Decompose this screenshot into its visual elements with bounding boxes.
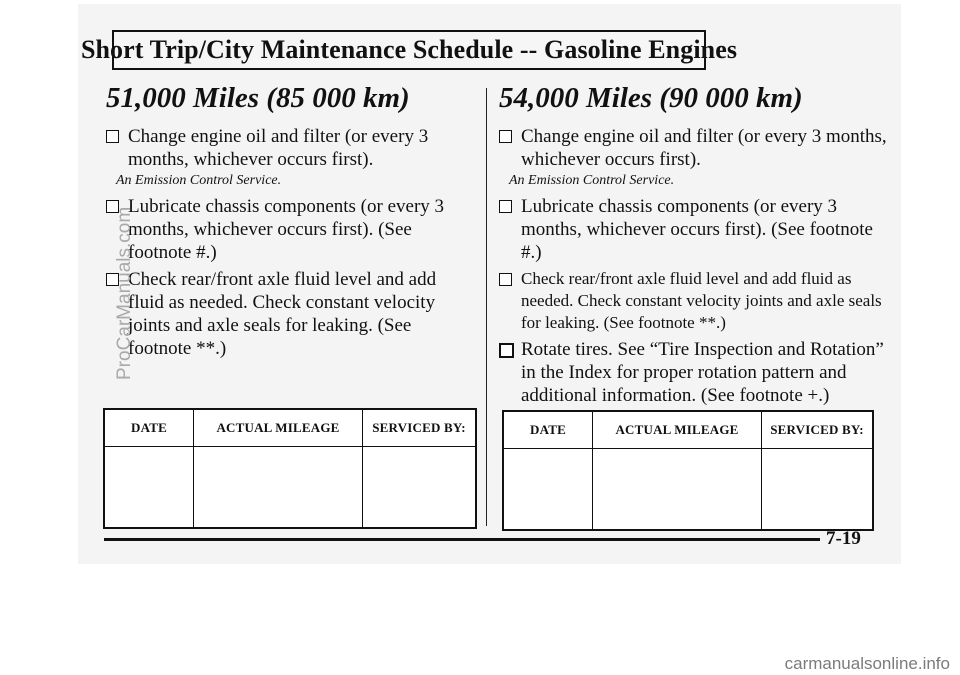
serviced-by-cell[interactable] — [363, 447, 477, 529]
right-item-oil — [497, 125, 887, 171]
left-item-axle — [104, 268, 476, 360]
table-header-serviced-by: SERVICED BY: — [762, 411, 874, 449]
checkbox-icon[interactable] — [499, 343, 514, 358]
footer-rule — [104, 538, 820, 541]
left-section-title: 51,000 Miles (85 000 km) — [106, 82, 410, 114]
left-item-lubricate-text: Lubricate chassis components (or every 3 months, whichever occurs first). (See footnote #.) — [128, 196, 445, 263]
schedule-title: Short Trip/City Maintenance Schedule -- Gasoline Engines — [80, 35, 738, 64]
right-item-axle — [497, 268, 887, 334]
table-header-mileage: ACTUAL MILEAGE — [194, 409, 363, 447]
left-service-table — [103, 408, 477, 529]
schedule-header — [80, 30, 738, 70]
right-item-lubricate — [497, 195, 887, 264]
watermark-bottom: carmanualsonline.info — [784, 654, 950, 673]
date-cell[interactable] — [503, 449, 593, 531]
left-item-oil — [104, 125, 476, 171]
table-header-mileage: ACTUAL MILEAGE — [593, 411, 762, 449]
right-section — [497, 82, 887, 411]
right-section-title: 54,000 Miles (90 000 km) — [499, 82, 803, 114]
right-service-table — [502, 410, 874, 531]
left-section — [104, 82, 476, 364]
serviced-by-cell[interactable] — [762, 449, 874, 531]
column-divider — [486, 88, 487, 526]
left-item-oil-text: Change engine oil and filter (or every 3 months, whichever occurs first). — [128, 126, 429, 170]
right-emission-note: An Emission Control Service. — [509, 173, 675, 188]
mileage-cell[interactable] — [194, 447, 363, 529]
date-cell[interactable] — [104, 447, 194, 529]
table-header-date: DATE — [503, 411, 593, 449]
left-item-axle-text: Check rear/front axle fluid level and add fluid as needed. Check constant velocity joints and axle seals for leaking. (See footnote **.) — [128, 269, 437, 359]
right-item-oil-text: Change engine oil and filter (or every 3 months, whichever occurs first). — [521, 126, 887, 170]
checkbox-icon[interactable] — [499, 200, 512, 213]
page-number: 7-19 — [826, 528, 861, 549]
watermark-left: ProCarManuals.com — [114, 206, 135, 380]
left-item-lubricate — [104, 195, 476, 264]
right-item-axle-text: Check rear/front axle fluid level and add fluid as needed. Check constant velocity joints and axle seals for leaking. (See footnote **.) — [521, 269, 882, 332]
checkbox-icon[interactable] — [106, 130, 119, 143]
checkbox-icon[interactable] — [499, 273, 512, 286]
table-header-date: DATE — [104, 409, 194, 447]
right-item-lubricate-text: Lubricate chassis components (or every 3 months, whichever occurs first). (See footnote #.) — [521, 196, 873, 263]
right-item-rotate — [497, 338, 887, 407]
table-header-serviced-by: SERVICED BY: — [363, 409, 477, 447]
right-item-rotate-text: Rotate tires. See “Tire Inspection and Rotation” in the Index for proper rotation pattern and additional information. (See footnote +.) — [521, 339, 884, 406]
left-emission-note: An Emission Control Service. — [116, 173, 282, 188]
checkbox-icon[interactable] — [499, 130, 512, 143]
mileage-cell[interactable] — [593, 449, 762, 531]
